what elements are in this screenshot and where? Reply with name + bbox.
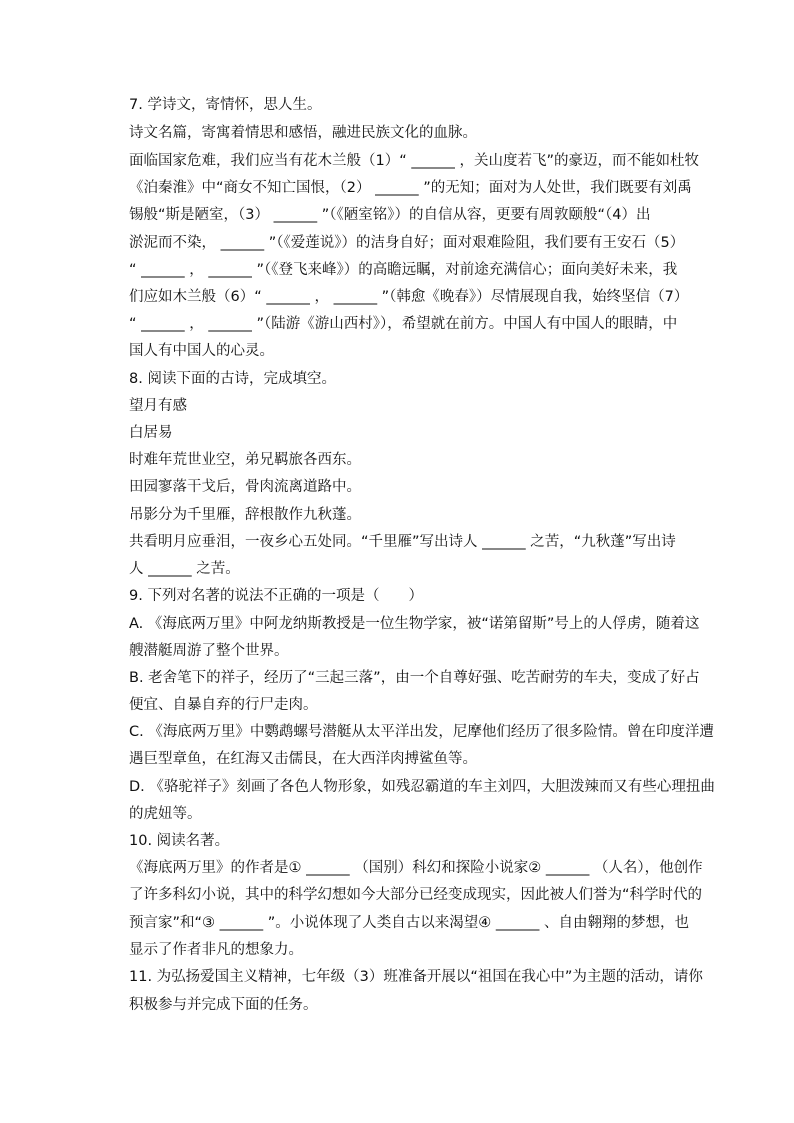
question-7-text-line-5: “ ______ ， ______ ”（《登飞来峰》）的高瞻远瞩，对前途充满信心；面向美好未来，我 [129,262,678,278]
question-8-heading: 8. 阅读下面的古诗，完成填空。 [129,371,336,387]
option-a-line-2: 艘潜艇周游了整个世界。 [129,643,289,659]
poem-line-1: 时难年荒世业空，弟兄羁旅各西东。 [129,452,361,468]
question-7-text-line-8: 国人有中国人的心灵。 [129,343,274,359]
question-10-line-4: 显示了作者非凡的想象力。 [129,942,303,958]
question-7-text-line-3: 锡般“斯是陋室，（3） ______ ”（《陋室铭》）的自信从容，更要有周敦颐般“（4）出 [129,207,651,223]
question-10-line-3: 预言家”和“③ ______ ”。小说体现了人类自古以来渴望④ ______ 、自由翱翔的梦想，也 [129,915,689,931]
question-10-heading: 10. 阅读名著。 [129,833,230,849]
question-8-continuation: 人 ______ 之苦。 [129,561,240,577]
poem-title: 望月有感 [129,398,187,414]
question-7-text-line-7: “ ______ ， ______ ”（陆游《游山西村》），希望就在前方。中国人有中国人的眼睛，中 [129,316,678,332]
question-11-line-2: 积极参与并完成下面的任务。 [129,997,318,1013]
option-a-line-1: A. 《海底两万里》中阿龙纳斯教授是一位生物学家，被“诺第留斯”号上的人俘虏，随着这 [129,616,700,632]
option-b-line-1: B. 老舍笔下的祥子，经历了“三起三落”，由一个自尊好强、吃苦耐劳的车夫，变成了好占 [129,670,700,686]
question-11-line-1: 11. 为弘扬爱国主义精神，七年级（3）班准备开展以“祖国在我心中”为主题的活动，请你 [129,969,703,985]
question-7-text-line-2: 《泊秦淮》中“商女不知亡国恨，（2） ______ ”的无知；面对为人处世，我们既要有刘禹 [129,180,692,196]
question-7-heading: 7. 学诗文，寄情怀，思人生。 [129,97,322,113]
question-7-intro: 诗文名篇，寄寓着情思和感悟，融进民族文化的血脉。 [129,125,477,141]
poem-author: 白居易 [129,425,173,441]
option-b-line-2: 便宜、自暴自弃的行尸走肉。 [129,697,318,713]
option-d-line-1: D. 《骆驼祥子》刻画了各色人物形象，如残忍霸道的车主刘四，大胆泼辣而又有些心理扭曲 [129,779,715,795]
question-7-text-line-4: 淤泥而不染， ______ ”（《爱莲说》）的洁身自好；面对艰难险阻，我们要有王安石（5） [129,235,685,251]
question-10-line-2: 了许多科幻小说，其中的科学幻想如今大部分已经变成现实，因此被人们誉为“科学时代的 [129,887,703,903]
question-7-text-line-1: 面临国家危难，我们应当有花木兰般（1）“ ______ ，关山度若飞”的豪迈，而不能如杜牧 [129,153,699,169]
option-d-line-2: 的虎妞等。 [129,806,202,822]
poem-line-4-and-question: 共看明月应垂泪，一夜乡心五处同。“千里雁”写出诗人 ______ 之苦，“九秋蓬”写出诗 [129,534,676,550]
option-c-line-2: 遇巨型章鱼，在红海又击儒艮，在大西洋肉搏鲨鱼等。 [129,751,477,767]
question-7-text-line-6: 们应如木兰般（6）“ ______ ， ______ ”（韩愈《晚春》）尽情展现自我，始终坚信（7） [129,289,689,305]
question-10-line-1: 《海底两万里》的作者是① ______ （国别）科幻和探险小说家② ______ （人名），他创作 [129,860,703,876]
poem-line-3: 吊影分为千里雁，辞根散作九秋蓬。 [129,507,361,523]
poem-line-2: 田园寥落干戈后，骨肉流离道路中。 [129,479,361,495]
question-9-heading: 9. 下列对名著的说法不正确的一项是（ ） [129,588,423,604]
option-c-line-1: C. 《海底两万里》中鹦鹉螺号潜艇从太平洋出发，尼摩他们经历了很多险情。曾在印度洋遭 [129,724,714,740]
